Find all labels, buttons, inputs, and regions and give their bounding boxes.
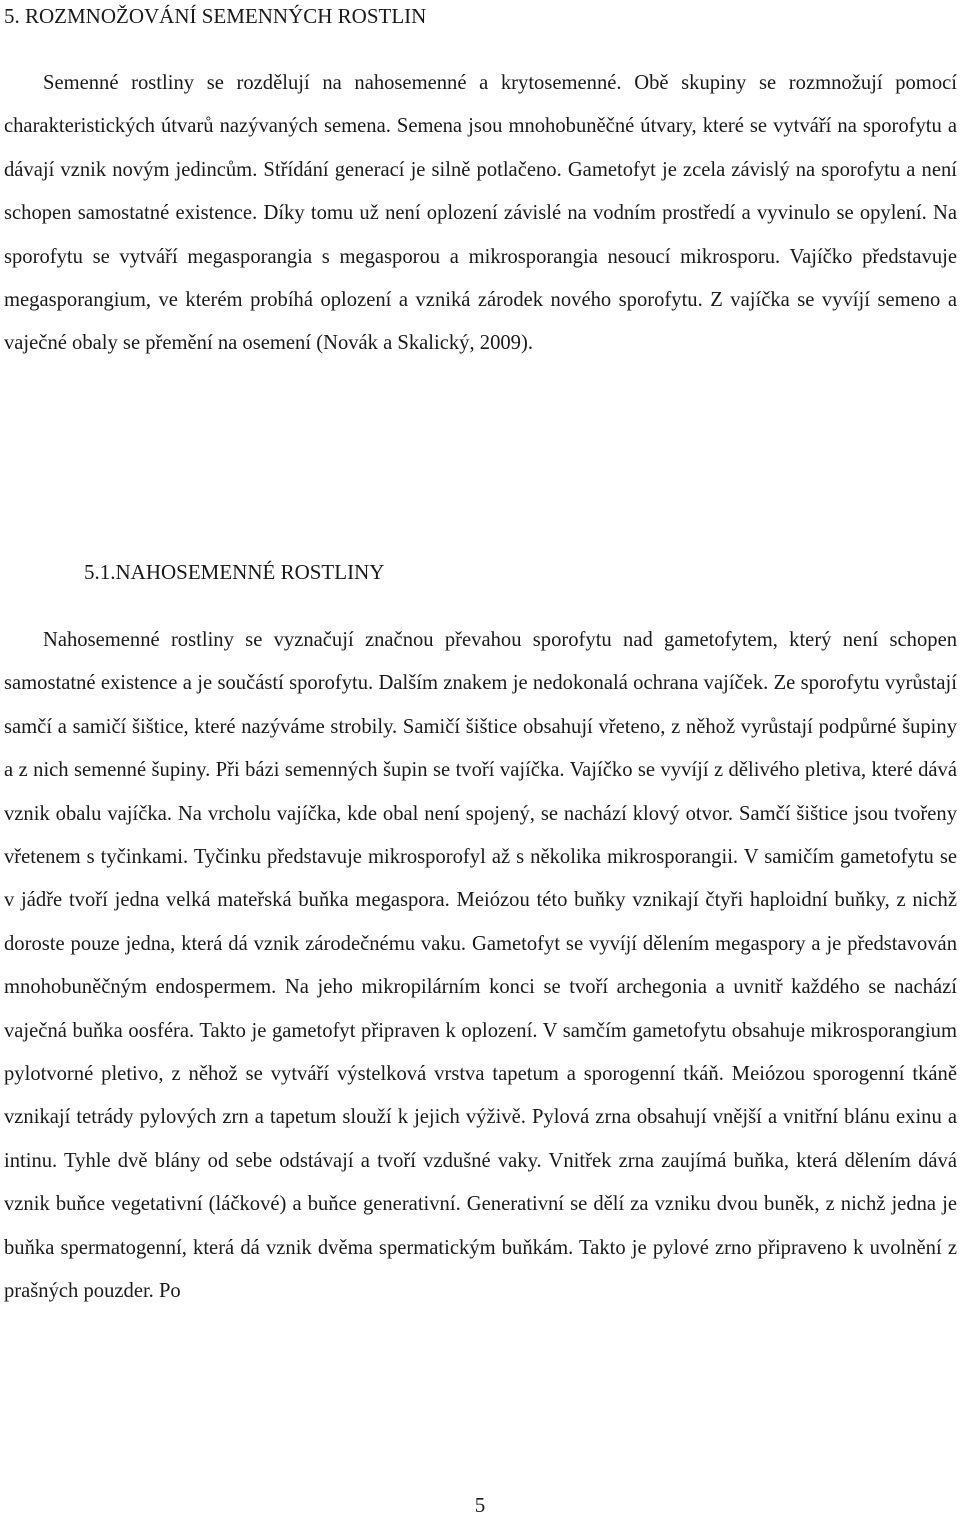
section-heading: 5. ROZMNOŽOVÁNÍ SEMENNÝCH ROSTLIN	[4, 4, 427, 28]
page-number: 5	[474, 1493, 486, 1517]
section-paragraph: Semenné rostliny se rozdělují na nahosemenné a krytosemenné. Obě skupiny se rozmnožují pomocí charakteristických útvarů nazývaných semena. Semena jsou mnohobuněčné útvary, které se vytváří na sporofytu a dávají vznik novým jedincům. Střídání generací je silně potlačeno. Gametofyt je zcela závislý na sporofytu a není schopen samostatné existence. Díky tomu už není oplození závislé na vodním prostředí a vyvinulo se opylení. Na sporofytu se vytváří megasporangia s megasporou a mikrosporangia nesoucí mikrosporu. Vajíčko představuje megasporangium, ve kterém probíhá oplození a vzniká zárodek nového sporofytu. Z vajíčka se vyvíjí semeno a vaječné obaly se přemění na osemení (Novák a Skalický, 2009).	[4, 72, 957, 355]
subsection-heading: 5.1.NAHOSEMENNÉ ROSTLINY	[84, 560, 385, 584]
subsection-paragraph: Nahosemenné rostliny se vyznačují značnou převahou sporofytu nad gametofytem, který není schopen samostatné existence a je součástí sporofytu. Dalším znakem je nedokonalá ochrana vajíček. Ze sporofytu vyrůstají samčí a samičí šištice, které nazýváme strobily. Samičí šištice obsahují vřeteno, z něhož vyrůstají podpůrné šupiny a z nich semenné šupiny. Při bázi semenných šupin se tvoří vajíčka. Vajíčko se vyvíjí z dělivého pletiva, které dává vznik obalu vajíčka. Na vrcholu vajíčka, kde obal není spojený, se nachází klový otvor. Samčí šištice jsou tvořeny vřetenem s tyčinkami. Tyčinku představuje mikrosporofyl až s několika mikrosporangii. V samičím gametofytu se v jádře tvoří jedna velká mateřská buňka megaspora. Meiózou této buňky vznikají čtyři haploidní buňky, z nichž doroste pouze jedna, která dá vznik zárodečnému vaku. Gametofyt se vyvíjí dělením megaspory a je představován mnohobuněčným endospermem. Na jeho mikropilárním konci se tvoří archegonia a uvnitř každého se nachází vaječná buňka oosféra. Takto je gametofyt připraven k oplození. V samčím gametofytu obsahuje mikrosporangium pylotvorné pletivo, z něhož se vytváří výstelková vrstva tapetum a sporogenní tkáň. Meiózou sporogenní tkáně vznikají tetrády pylových zrn a tapetum slouží k jejich výživě. Pylová zrna obsahují vnější a vnitřní blánu exinu a intinu. Tyhle dvě blány od sebe odstávají a tvoří vzdušné vaky. Vnitřek zrna zaujímá buňka, která dělením dává vznik buňce vegetativní (láčkové) a buňce generativní. Generativní se dělí za vzniku dvou buněk, z nichž jedna je buňka spermatogenní, která dá vznik dvěma spermatickým buňkám. Takto je pylové zrno připraveno k uvolnění z prašných pouzder. Po	[4, 629, 957, 1303]
